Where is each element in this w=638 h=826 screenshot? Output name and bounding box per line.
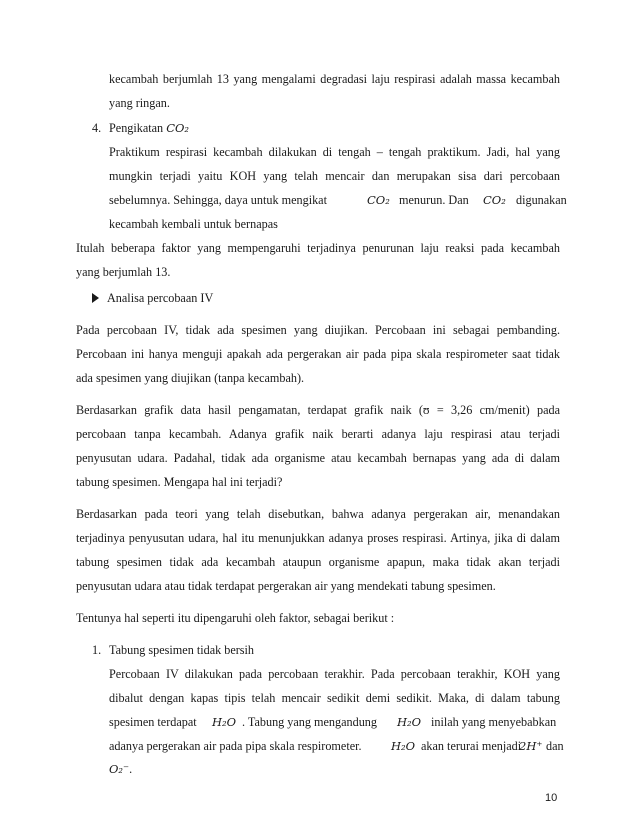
list-item-heading: Tabung spesimen tidak bersih — [109, 643, 255, 657]
page-number: 10 — [545, 792, 558, 804]
list-item-heading-text: Pengikatan — [109, 121, 164, 135]
text-line: percobaan tanpa kecambah. Adanya grafik naik berarti adanya laju respirasi atau terjadi — [76, 427, 560, 441]
text-line: penyusutan udara. Padahal, tidak ada organisme atau kecambah bernapas yang ada di dalam — [76, 451, 560, 465]
section-heading-text: Analisa percobaan IV — [107, 291, 214, 305]
text-segment: digunakan — [516, 193, 567, 207]
text-line: Pada percobaan IV, tidak ada spesimen yang diujikan. Percobaan ini sebagai pembanding. — [76, 323, 560, 337]
text-line: yang ringan. — [109, 96, 170, 110]
text-line: ada spesimen yang diujikan (tanpa kecambah). — [76, 371, 305, 385]
text-segment: menurun. Dan — [399, 193, 469, 207]
math-h2o: H₂O — [212, 715, 237, 729]
text-segment: spesimen terdapat — [109, 715, 197, 729]
text-line — [109, 761, 132, 777]
text-line: Praktikum respirasi kecambah dilakukan di tengah – tengah praktikum. Jadi, hal yang — [109, 145, 560, 159]
text-segment: dan — [546, 739, 564, 753]
math-h2o: H₂O — [391, 739, 416, 753]
math-co2: CO₂ — [166, 121, 190, 135]
text-line — [109, 192, 567, 208]
text-segment: . — [129, 762, 133, 776]
text-line: tabung spesimen. Mengapa hal ini terjadi? — [76, 475, 283, 489]
text-line: Itulah beberapa faktor yang mempengaruhi terjadinya penurunan laju reaksi pada kecambah — [76, 241, 560, 255]
text-line: penyusutan udara atau tidak terdapat pergerakan air yang mendekati tabung spesimen. — [76, 579, 496, 593]
text-line: kecambah kembali untuk bernapas — [109, 217, 278, 231]
text-line — [109, 738, 564, 754]
text-line: mungkin terjadi yaitu KOH yang telah mencair dan merupakan sisa dari percobaan — [109, 169, 560, 183]
text-segment: akan terurai menjadi — [421, 739, 522, 753]
text-line: Tentunya hal seperti itu dipengaruhi oleh faktor, sebagai berikut : — [76, 611, 395, 625]
text-segment: adanya pergerakan air pada pipa skala respirometer. — [109, 739, 362, 753]
list-number: 4. — [92, 121, 102, 135]
text-line: Berdasarkan grafik data hasil pengamatan, terdapat grafik naik (ʊ = 3,26 cm/menit) pada — [76, 403, 560, 417]
math-co2: CO₂ — [367, 193, 390, 207]
text-line: dibalut dengan kapas tipis telah mencair sedikit demi sedikit. Maka, di dalam tabung — [109, 691, 560, 705]
list-number: 1. — [92, 643, 102, 657]
text-line: Percobaan ini hanya menguji apakah ada pergerakan air pada pipa skala respirometer saat tidak — [76, 347, 560, 361]
math-o2-minus: O₂⁻ — [109, 762, 130, 776]
text-line: terjadinya penyusutan udara, hal itu menunjukkan adanya proses respirasi. Artinya, jika di dalam — [76, 531, 560, 545]
text-line: yang berjumlah 13. — [76, 265, 171, 279]
text-segment: sebelumnya. Sehingga, daya untuk mengikat — [109, 193, 327, 207]
text-line: kecambah berjumlah 13 yang mengalami degradasi laju respirasi adalah massa kecambah — [109, 72, 560, 86]
text-segment: . Tabung yang mengandung — [242, 715, 377, 729]
arrow-bullet-icon — [92, 293, 99, 303]
list-item-heading — [109, 120, 189, 136]
math-2h-plus: 2H⁺ — [519, 739, 543, 753]
text-line: tabung spesimen tidak ada kecambah ataupun organisme apapun, maka tidak akan terjadi — [76, 555, 560, 569]
text-line: Berdasarkan pada teori yang telah disebutkan, bahwa adanya pergerakan air, menandakan — [76, 507, 560, 521]
math-h2o: H₂O — [397, 715, 422, 729]
section-heading — [92, 290, 213, 306]
math-co2: CO₂ — [483, 193, 506, 207]
text-line — [109, 714, 560, 730]
text-segment: inilah yang menyebabkan — [431, 715, 557, 729]
text-line: Percobaan IV dilakukan pada percobaan terakhir. Pada percobaan terakhir, KOH yang — [109, 667, 560, 681]
